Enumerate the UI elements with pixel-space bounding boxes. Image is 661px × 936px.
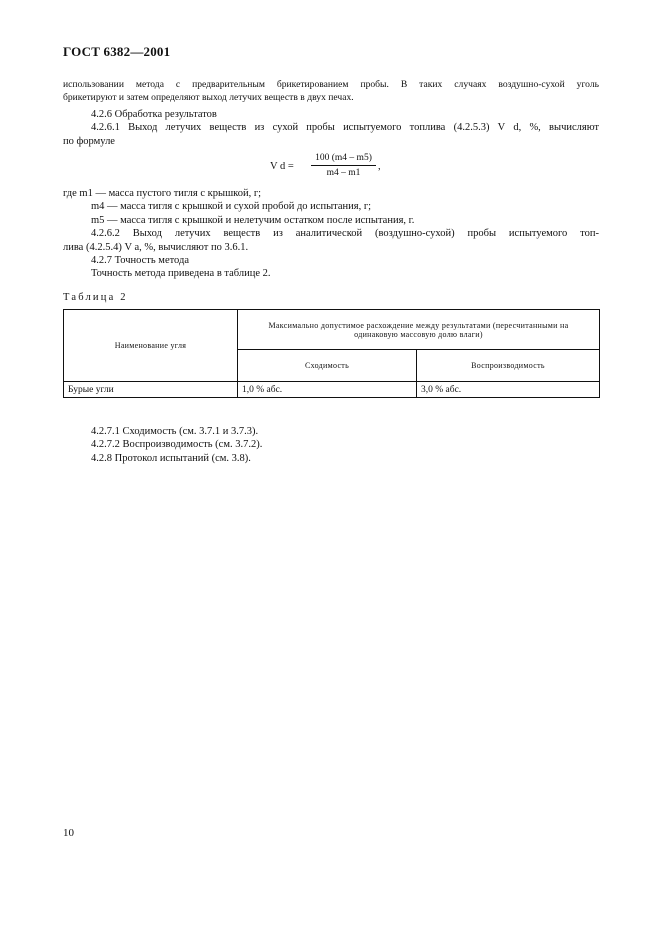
table-caption: Таблица 2 xyxy=(63,292,128,303)
section-4-2-6-2-line-1: 4.2.6.2 Выход летучих веществ из аналитической (воздушно-сухой) пробы испытуемого топ- xyxy=(91,228,599,240)
section-4-2-6-1-line-2: по формуле xyxy=(63,135,115,147)
formula-lhs: V d = xyxy=(270,161,294,172)
formula-denominator: m4 – m1 xyxy=(326,168,361,178)
section-4-2-6 xyxy=(63,108,599,148)
cell-convergence: 1,0 % абс. xyxy=(238,382,417,398)
variable-definitions xyxy=(63,187,599,281)
definition-m1: где m1 — масса пустого тигля с крышкой, г; xyxy=(63,188,262,199)
header-convergence: Сходимость xyxy=(238,350,417,382)
section-4-2-7-text: Точность метода приведена в таблице 2. xyxy=(91,268,271,280)
table-row xyxy=(64,382,600,398)
header-coal-name: Наименование угля xyxy=(64,310,238,382)
intro-paragraph xyxy=(63,78,599,105)
formula-comma: , xyxy=(378,161,381,172)
intro-line-1: использовании метода с предварительным брикетированием пробы. В таких случаях воздушно-сухой уголь xyxy=(63,79,599,90)
cell-coal-name: Бурые угли xyxy=(64,382,238,398)
section-4-2-8: 4.2.8 Протокол испытаний (см. 3.8). xyxy=(91,452,251,464)
section-heading-4-2-6: 4.2.6 Обработка результатов xyxy=(91,109,217,120)
formula-fraction xyxy=(311,151,376,180)
formula-numerator: 100 (m4 – m5) xyxy=(311,151,376,166)
header-max-discrepancy: Максимально допустимое расхождение между результатами (пересчитанными на одинаковую массовую долю влаги) xyxy=(238,310,600,350)
cell-reproducibility: 3,0 % абс. xyxy=(417,382,600,398)
section-4-2-6-1-line-1: 4.2.6.1 Выход летучих веществ из сухой пробы испытуемого топлива (4.2.5.3) V d, %, вычисляют xyxy=(91,122,599,134)
definition-m5: m5 — масса тигля с крышкой и нелетучим остатком после испытания, г. xyxy=(91,214,415,226)
section-4-2-6-2-line-2: лива (4.2.5.4) V a, %, вычисляют по 3.6.1. xyxy=(63,241,249,253)
after-table-sections xyxy=(63,425,599,465)
section-heading-4-2-7: 4.2.7 Точность метода xyxy=(91,255,190,267)
precision-table xyxy=(63,309,600,398)
section-4-2-7-1: 4.2.7.1 Сходимость (см. 3.7.1 и 3.7.3). xyxy=(91,426,259,437)
page-number: 10 xyxy=(63,827,74,839)
header-reproducibility: Воспроизводимость xyxy=(417,350,600,382)
intro-line-2: брикетируют и затем определяют выход летучих веществ в двух печах. xyxy=(63,92,354,104)
definition-m4: m4 — масса тигля с крышкой и сухой пробой до испытания, г; xyxy=(91,201,372,213)
section-4-2-7-2: 4.2.7.2 Воспроизводимость (см. 3.7.2). xyxy=(91,439,263,451)
document-header: ГОСТ 6382—2001 xyxy=(63,44,171,59)
